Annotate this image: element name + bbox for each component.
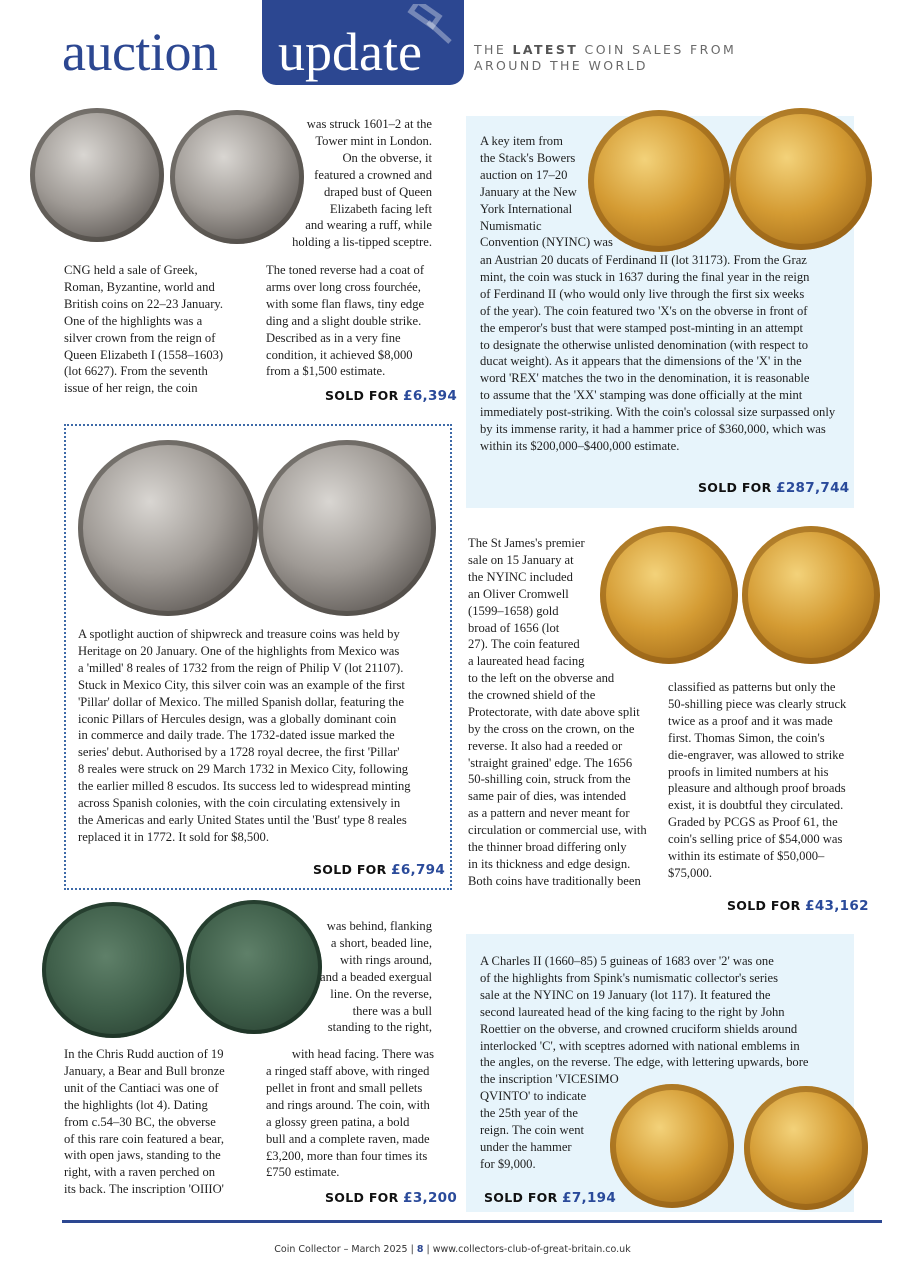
charles-five-guineas-reverse-coin — [744, 1086, 868, 1210]
pillar-dollar-reverse-coin — [258, 440, 436, 616]
gavel-icon — [398, 4, 458, 48]
elizabeth-crown-obverse-coin — [30, 108, 164, 242]
spink-sold-price: SOLD FOR £7,194 — [484, 1190, 617, 1206]
stjames-text-col2: classified as patterns but only the 50-shilling piece was clearly struck twice as a proof and it was made first. Thomas Simon, the coin's die-engraver, was allowed to strike proofs in limited numbers at his pleasure and although proof broads exist, it is doubtful they circulated. Graded by PCGS as Proof 61, the coin's selling price of $54,000 was within its estimate of $50,000– $75,000. — [668, 680, 847, 880]
header-title-update: update — [278, 22, 422, 82]
rudd-text-top: was behind, flanking a short, beaded line, with rings around, and a beaded exergual line. On the reverse, there was a bull standing to the right, — [319, 919, 432, 1035]
heritage-sold-price: SOLD FOR £6,794 — [313, 862, 446, 878]
header-subtitle: THE LATEST COIN SALES FROM AROUND THE WORLD — [474, 42, 737, 73]
footer: Coin Collector – March 2025 | 8 | www.collectors-club-of-great-britain.co.uk — [274, 1244, 631, 1255]
rudd-sold-price: SOLD FOR £3,200 — [325, 1190, 458, 1206]
cromwell-broad-obverse-coin — [600, 526, 738, 664]
footer-url[interactable]: www.collectors-club-of-great-britain.co.uk — [432, 1244, 631, 1255]
cng-text-col1: CNG held a sale of Greek, Roman, Byzantine, world and British coins on 22–23 January. One of the highlights was a silver crown from the reign of Queen Elizabeth I (1558–1603) (lot 6627). From the seventh issue of her reign, the coin — [64, 263, 224, 396]
bear-bronze-unit-obverse-coin — [42, 902, 184, 1038]
spink-text-body: A Charles II (1660–85) 5 guineas of 1683 over '2' was one of the highlights from Spink's numismatic collector's series sale at the NYINC on 19 January (lot 117). It featured the second laureated head of the king facing to the right by John Roettier on the obverse, and crowned cruciform shields around interlocked 'C', with sceptres adorned with national emblems in the angles, on the reverse. The edge, with lettering upwards, bore the inscription 'VICESIMO — [480, 954, 809, 1087]
stacks-text-top: A key item from the Stack's Bowers auction on 17–20 January at the New York International Numismatic Convention (NYINC) was — [480, 134, 613, 250]
pillar-dollar-obverse-coin — [78, 440, 258, 616]
stacks-text-body: an Austrian 20 ducats of Ferdinand II (lot 31173). From the Graz mint, the coin was stuck in 1637 during the final year in the reign of Ferdinand II (who would only live through the first six weeks of the year). The coin featured two 'X's on the obverse in front of the emperor's bust that were stamped post-minting in an attempt to designate the otherwise unlisted denomination (with respect to ducat weight). As it appears that the dimensions of the 'X' in the word 'REX' matches the two in the denomination, it is reasonable to assume that the 'XX' stamping was done officially at the mint immediately post-striking. With the coin's colossal size surpassed only by its immense rarity, it had a hammer price of $360,000, which was within its $200,000–$400,000 estimate. — [480, 253, 836, 453]
rudd-text-col2-rest: a ringed staff above, with ringed pellet in front and small pellets and rings around. The coin, with a glossy green patina, a bold bull and a complete raven, made £3,200, more than four times its £750 estimate. — [266, 1064, 430, 1180]
cng-text-col2: The toned reverse had a coat of arms over long cross fourchée, with some flan flaws, tiny edge ding and a slight double strike. Described as in a very fine condition, it achieved $8,000 from a $1,500 estimate. — [266, 263, 425, 379]
stacks-sold-price: SOLD FOR £287,744 — [698, 480, 850, 496]
header-title-auction: auction — [62, 22, 218, 82]
heritage-text-body: A spotlight auction of shipwreck and treasure coins was held by Heritage on 20 January. One of the highlights from Mexico was a 'milled' 8 reales of 1732 from the reign of Philip V (lot 21107). Stuck in Mexico City, this silver coin was an example of the first 'Pillar' dollar of Mexico. The milled Spanish dollar, featuring the iconic Pillars of Hercules design, was a globally dominant coin in commerce and daily trade. The 1732-dated issue marked the series' debut. Authorised by a 1728 royal decree, the first 'Pillar' 8 reales were struck on 29 March 1732 in Mexico City, following the earlier milled 8 escudos. Its success led to widespread minting across Spanish colonies, with the coin circulating extensively in the Americas and early United States until the 'Bust' type 8 reales replaced it in 1772. It sold for $8,500. — [78, 627, 411, 844]
spink-text-tail: QVINTO' to indicate the 25th year of the reign. The coin went under the hammer for $9,000. — [480, 1089, 587, 1171]
rudd-text-col1: In the Chris Rudd auction of 19 January, a Bear and Bull bronze unit of the Cantiaci was one of the highlights (lot 4). Dating from c.54–30 BC, the obverse of this rare coin featured a bear, with open jaws, standing to the right, with a raven perched on its back. The inscription 'OIIIO' — [64, 1047, 225, 1197]
ferdinand-ducats-reverse-coin — [730, 108, 872, 250]
cromwell-broad-reverse-coin — [742, 526, 880, 664]
footer-rule — [62, 1220, 882, 1223]
cng-sold-price: SOLD FOR £6,394 — [325, 388, 458, 404]
cng-text-top: was struck 1601–2 at the Tower mint in London. On the obverse, it featured a crowned and draped bust of Queen Elizabeth facing left and wearing a ruff, while holding a lis-tipped sceptre. — [292, 117, 432, 250]
rudd-text-col2: with head facing. There was — [291, 1047, 434, 1061]
stjames-text-col1: to the left on the obverse and the crowned shield of the Protectorate, with date above split by the cross on the crown, on the reverse. It also had a reeded or 'straight grained' edge. The 1656 50-shilling coin, struck from the same pair of dies, was intended as a pattern and never meant for circulation or commercial use, with the thinner broad differing only in its thickness and edge design. Both coins have traditionally been — [468, 671, 647, 888]
stjames-text-top: The St James's premier sale on 15 January at the NYINC included an Oliver Cromwell (1599–1658) gold broad of 1656 (lot 27). The coin featured a laureated head facing — [468, 536, 585, 669]
stjames-sold-price: SOLD FOR £43,162 — [727, 898, 869, 914]
charles-five-guineas-obverse-coin — [610, 1084, 734, 1208]
